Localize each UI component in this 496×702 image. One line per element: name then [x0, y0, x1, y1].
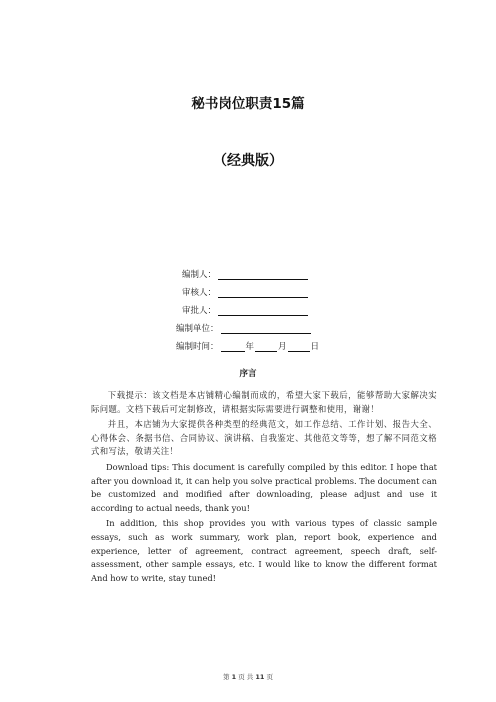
year-blank-line	[221, 341, 245, 352]
preface-paragraph-en-1: Download tips: This document is carefully compiled by this editor. I hope that after you download it, it can help you solve practical problems. The document can be customized and modified after downloading, please adjust and use it according to actual needs, thank you!	[91, 461, 437, 513]
footer-middle: 页 共	[238, 673, 254, 681]
month-label: 月	[278, 342, 287, 352]
edition-subtitle: （经典版）	[213, 153, 283, 169]
footer-page-number: 1	[231, 673, 237, 681]
preface-body	[91, 389, 437, 587]
day-blank-line	[288, 341, 310, 352]
reviewer-blank-line	[218, 287, 308, 298]
footer-total-pages: 11	[255, 673, 265, 681]
preface-paragraph-cn-2: 并且，本店铺为大家提供各种类型的经典范文，如工作总结、工作计划、报告大全、心得体会、条据书信、合同协议、演讲稿、自我鉴定、其他范文等等，想了解不同范文格式和写法，敬请关注！	[91, 419, 437, 457]
approver-row	[176, 298, 336, 316]
editor-blank-line	[218, 269, 308, 280]
footer-prefix: 第	[223, 673, 230, 681]
unit-row	[176, 316, 336, 334]
document-title: 秘书岗位职责15篇	[191, 96, 305, 112]
approver-blank-line	[218, 305, 308, 316]
year-label: 年	[245, 342, 255, 352]
editor-row	[176, 262, 336, 280]
unit-label: 编制单位：	[176, 324, 219, 334]
preface-paragraph-en-2: In addition, this shop provides you with various types of classic sample essays, such as work summary, work plan, report book, experience and experience, letter of agreement, contract agreement, speech draft, self-assessment, other sample essays, etc. I would like to know the different format And how to write, stay tuned!	[91, 518, 437, 583]
metadata-block	[176, 262, 336, 352]
reviewer-label: 审核人：	[182, 288, 217, 298]
footer-suffix: 页	[266, 673, 273, 681]
day-label: 日	[310, 342, 320, 352]
unit-blank-line	[221, 323, 311, 334]
time-label: 编制时间：	[176, 342, 219, 352]
month-blank-line	[255, 341, 277, 352]
time-row	[176, 334, 336, 352]
reviewer-row	[176, 280, 336, 298]
preface-heading: 序言	[239, 369, 257, 379]
preface-paragraph-cn-1: 下载提示：该文档是本店铺精心编制而成的，希望大家下载后，能够帮助大家解决实际问题。文档下载后可定制修改，请根据实际需要进行调整和使用，谢谢！	[91, 390, 437, 414]
editor-label: 编制人：	[182, 270, 217, 280]
page-footer	[0, 672, 496, 681]
approver-label: 审批人：	[182, 306, 217, 316]
